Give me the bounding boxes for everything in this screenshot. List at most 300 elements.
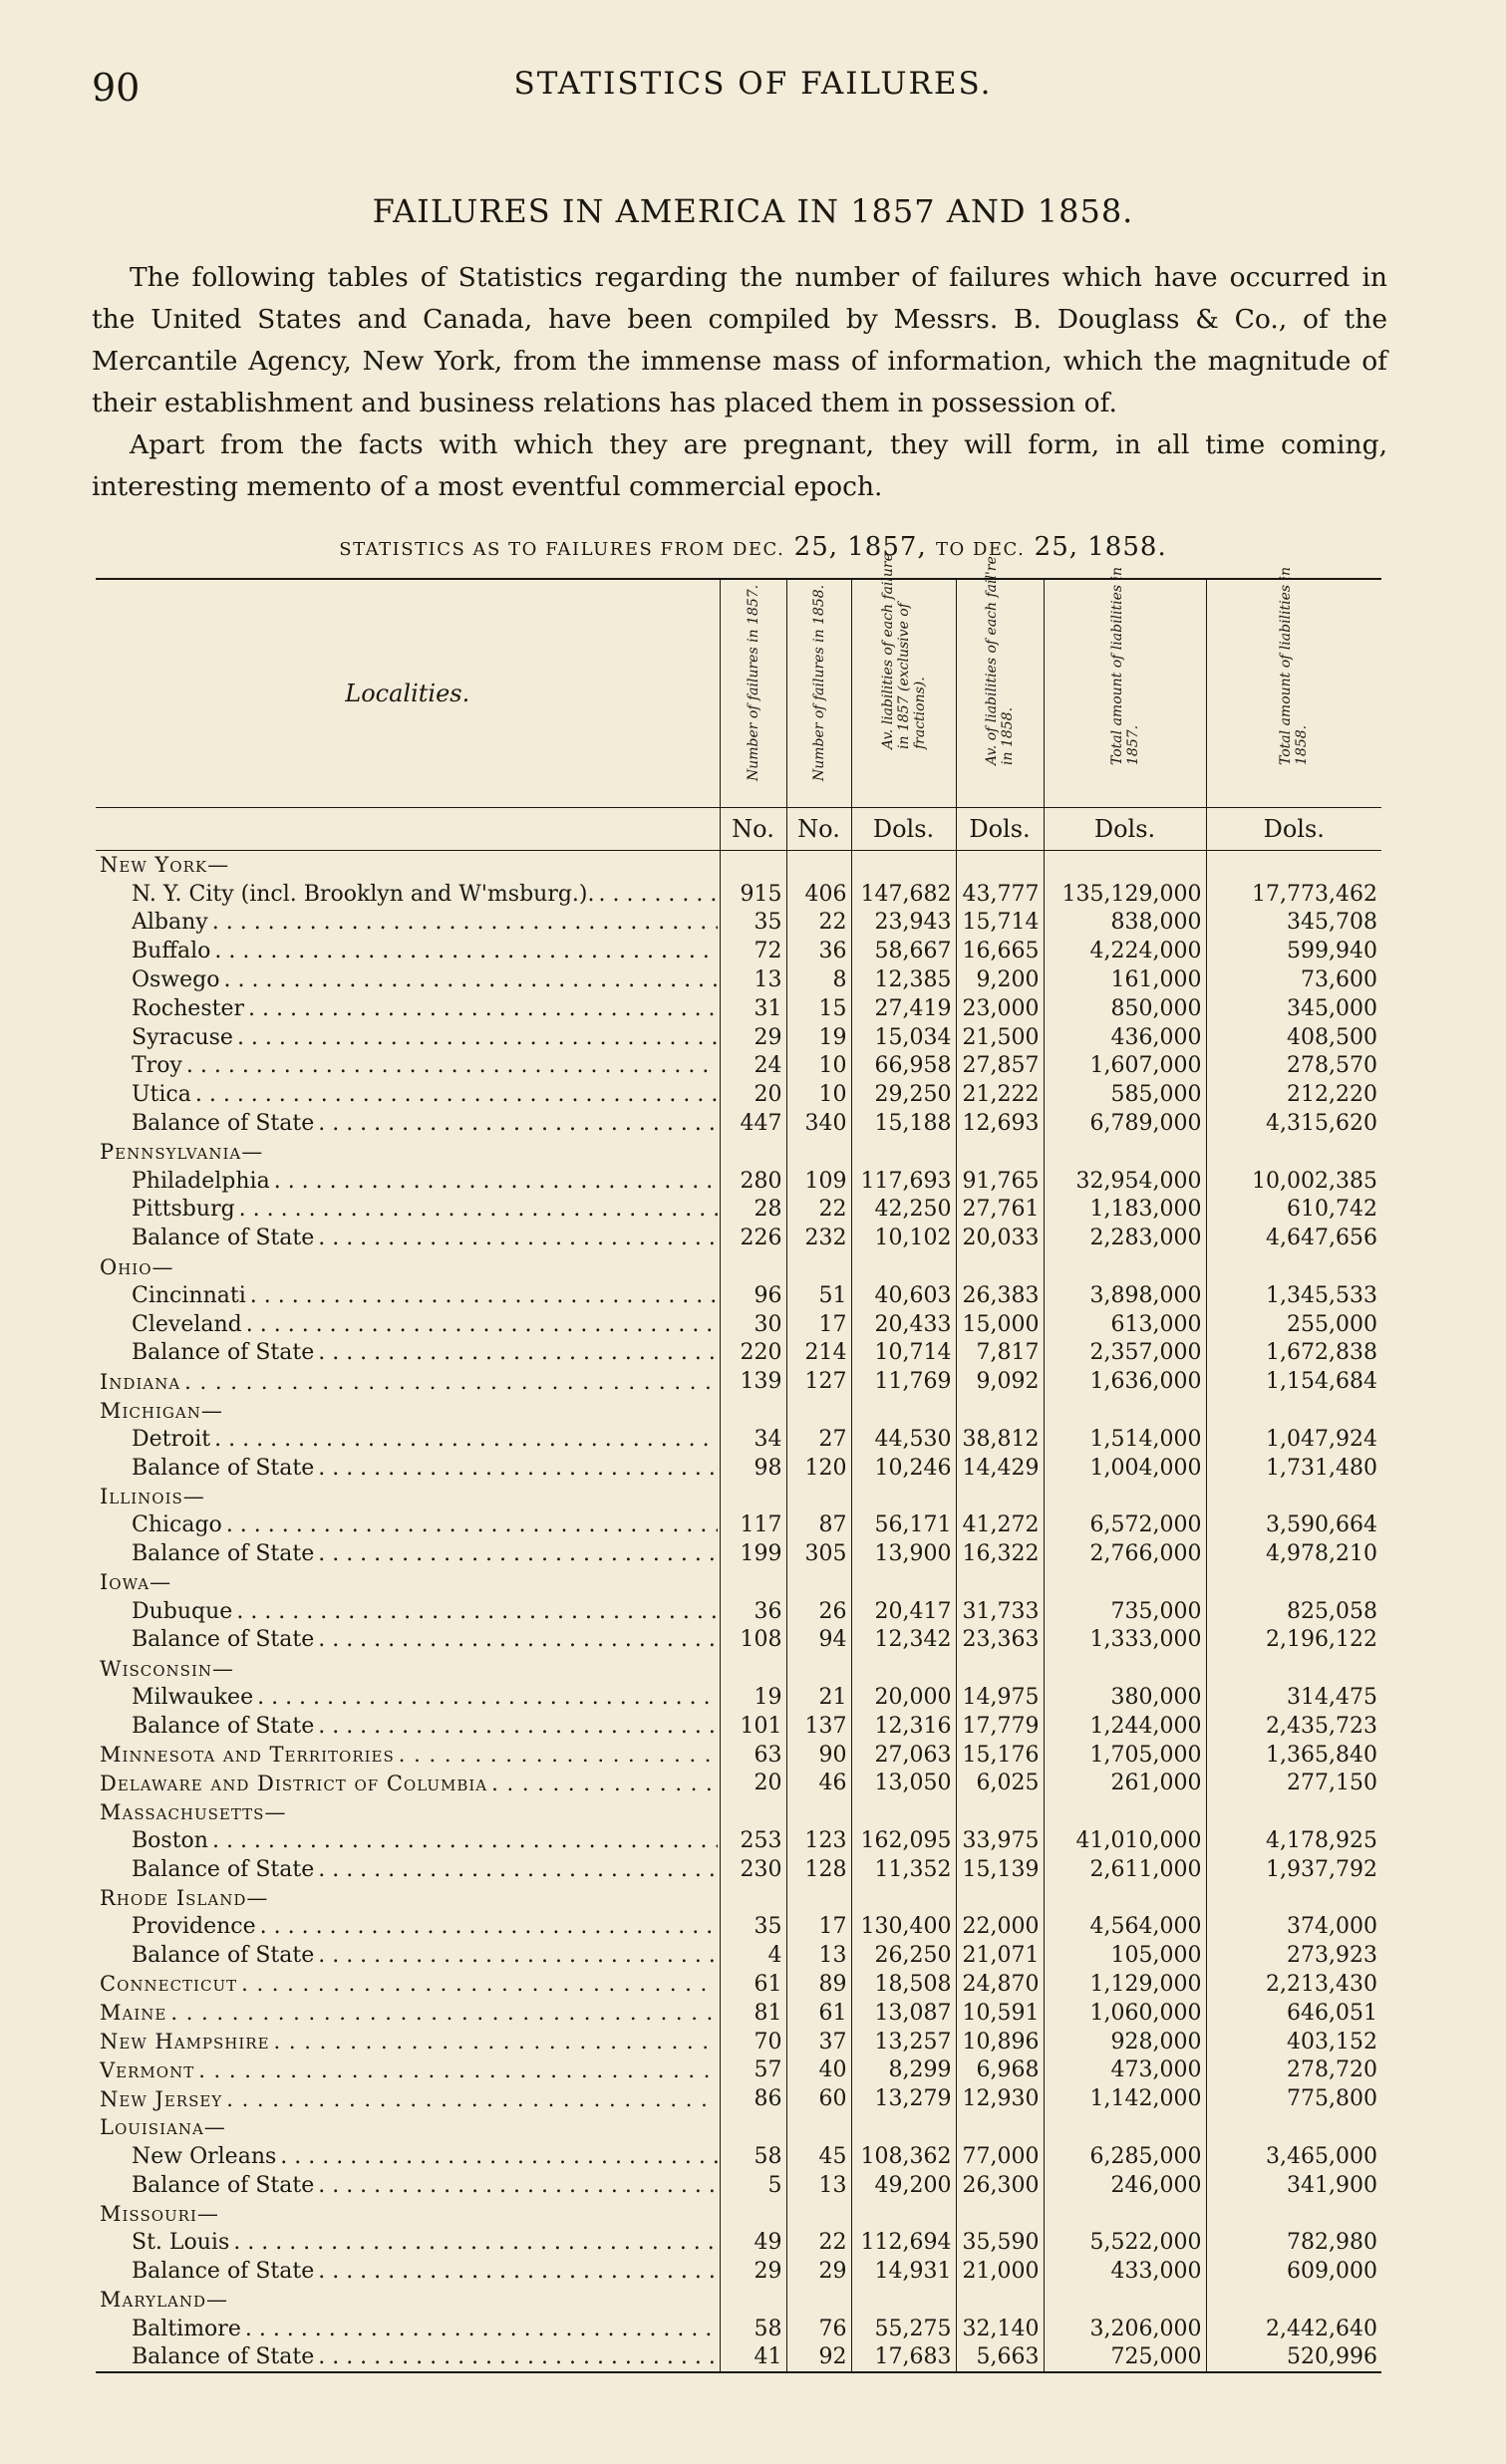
cell-col-2: 76 xyxy=(786,2315,851,2343)
locality-label: Balance of State xyxy=(132,2172,315,2198)
cell-col-3: 26,250 xyxy=(851,1941,956,1970)
caption-date-start: 25, 1857, xyxy=(793,532,927,562)
cell-col-5 xyxy=(1044,851,1206,880)
cell-col-2: 90 xyxy=(786,1741,851,1770)
leader-dots xyxy=(132,1082,718,1107)
cell-col-2: 13 xyxy=(786,1941,851,1970)
header-col-5 xyxy=(1044,566,1206,808)
cell-col-6: 646,051 xyxy=(1206,1999,1381,2028)
cell-col-5 xyxy=(1044,1884,1206,1913)
cell-col-3 xyxy=(851,1138,956,1167)
cell-col-5: 3,898,000 xyxy=(1044,1281,1206,1310)
cell-col-2: 22 xyxy=(786,1196,851,1225)
cell-col-2: 13 xyxy=(786,2171,851,2200)
cell-col-1: 86 xyxy=(720,2084,786,2113)
unit-col-1: No. xyxy=(720,808,786,851)
failures-table xyxy=(96,553,1381,2373)
table-row xyxy=(96,1770,1381,1798)
header-col-3 xyxy=(851,553,956,808)
caption-date-end: 25, 1858. xyxy=(1034,532,1167,562)
locality-label: Michigan— xyxy=(100,1398,223,1423)
cell-col-1 xyxy=(720,1252,786,1281)
table-row xyxy=(96,1741,1381,1770)
unit-col-5: Dols. xyxy=(1044,808,1206,851)
cell-col-2 xyxy=(786,2286,851,2315)
state-name xyxy=(96,2286,720,2315)
locality-label: N. Y. City (incl. Brooklyn and W'msburg.). xyxy=(132,881,595,907)
cell-col-4: 12,693 xyxy=(956,1109,1044,1138)
locality-name xyxy=(96,1539,720,1568)
locality-label: Connecticut xyxy=(100,1972,238,1997)
locality-label: Chicago xyxy=(132,1512,222,1538)
cell-col-4: 23,000 xyxy=(956,994,1044,1023)
cell-col-5: 1,514,000 xyxy=(1044,1425,1206,1454)
cell-col-5: 725,000 xyxy=(1044,2342,1206,2372)
cell-col-4 xyxy=(956,1568,1044,1597)
table-row xyxy=(96,1167,1381,1196)
cell-col-5: 613,000 xyxy=(1044,1310,1206,1339)
locality-name xyxy=(96,880,720,909)
locality-name xyxy=(96,2171,720,2200)
cell-col-3: 49,200 xyxy=(851,2171,956,2200)
cell-col-2 xyxy=(786,1797,851,1826)
cell-col-6: 520,996 xyxy=(1206,2342,1381,2372)
cell-col-4 xyxy=(956,851,1044,880)
cell-col-1: 35 xyxy=(720,1912,786,1941)
table-row xyxy=(96,2028,1381,2056)
cell-col-5: 585,000 xyxy=(1044,1080,1206,1109)
cell-col-2: 22 xyxy=(786,2228,851,2257)
cell-col-3 xyxy=(851,1252,956,1281)
locality-name xyxy=(96,1712,720,1741)
cell-col-1: 35 xyxy=(720,909,786,938)
cell-col-4 xyxy=(956,1884,1044,1913)
table-row xyxy=(96,1826,1381,1855)
cell-col-2: 26 xyxy=(786,1597,851,1626)
cell-col-5: 6,572,000 xyxy=(1044,1510,1206,1539)
cell-col-4: 38,812 xyxy=(956,1425,1044,1454)
cell-col-1: 61 xyxy=(720,1970,786,1999)
table-row xyxy=(96,1626,1381,1655)
cell-col-1 xyxy=(720,1483,786,1511)
table-row xyxy=(96,1941,1381,1970)
unit-col-6: Dols. xyxy=(1206,808,1381,851)
cell-col-1: 81 xyxy=(720,1999,786,2028)
state-name xyxy=(96,1741,720,1770)
cell-col-4: 21,222 xyxy=(956,1080,1044,1109)
locality-label: Balance of State xyxy=(132,1226,315,1251)
leader-dots xyxy=(132,1627,718,1652)
cell-col-6: 17,773,462 xyxy=(1206,880,1381,909)
cell-col-1: 36 xyxy=(720,1597,786,1626)
cell-col-4 xyxy=(956,1396,1044,1425)
locality-name xyxy=(96,1826,720,1855)
cell-col-1: 20 xyxy=(720,1770,786,1798)
locality-name xyxy=(96,1912,720,1941)
locality-label: Troy xyxy=(132,1053,182,1079)
cell-col-4: 77,000 xyxy=(956,2142,1044,2171)
table-row xyxy=(96,851,1381,880)
cell-col-5 xyxy=(1044,2286,1206,2315)
locality-name xyxy=(96,1023,720,1052)
locality-name xyxy=(96,1941,720,1970)
cell-col-4: 21,500 xyxy=(956,1023,1044,1052)
cell-col-3 xyxy=(851,1797,956,1826)
leader-dots xyxy=(132,2259,718,2284)
cell-col-5: 1,004,000 xyxy=(1044,1454,1206,1483)
cell-col-1: 58 xyxy=(720,2142,786,2171)
cell-col-3: 20,433 xyxy=(851,1310,956,1339)
state-name xyxy=(96,1999,720,2028)
cell-col-3: 23,943 xyxy=(851,909,956,938)
locality-name xyxy=(96,2228,720,2257)
cell-col-4: 27,857 xyxy=(956,1052,1044,1081)
leader-dots xyxy=(132,2317,718,2341)
cell-col-1 xyxy=(720,1884,786,1913)
table-row xyxy=(96,1568,1381,1597)
table-row xyxy=(96,1483,1381,1511)
leader-dots xyxy=(132,1053,718,1078)
cell-col-5: 1,636,000 xyxy=(1044,1367,1206,1396)
cell-col-4 xyxy=(956,1483,1044,1511)
locality-name xyxy=(96,1683,720,1712)
leader-dots xyxy=(100,1743,718,1767)
page-title: FAILURES IN AMERICA IN 1857 AND 1858. xyxy=(372,192,1134,230)
cell-col-6: 1,154,684 xyxy=(1206,1367,1381,1396)
table-row xyxy=(96,1597,1381,1626)
cell-col-4: 10,896 xyxy=(956,2028,1044,2056)
cell-col-2: 123 xyxy=(786,1826,851,1855)
cell-col-3: 10,714 xyxy=(851,1339,956,1368)
cell-col-3: 10,246 xyxy=(851,1454,956,1483)
cell-col-6: 408,500 xyxy=(1206,1023,1381,1052)
cell-col-4: 21,071 xyxy=(956,1941,1044,1970)
cell-col-6 xyxy=(1206,1138,1381,1167)
table-row xyxy=(96,2084,1381,2113)
leader-dots xyxy=(100,2058,718,2082)
state-name xyxy=(96,1483,720,1511)
cell-col-6: 345,000 xyxy=(1206,994,1381,1023)
leader-dots xyxy=(132,1599,718,1624)
cell-col-5: 1,129,000 xyxy=(1044,1970,1206,1999)
leader-dots xyxy=(132,1714,718,1739)
cell-col-2: 17 xyxy=(786,1912,851,1941)
leader-dots xyxy=(132,1456,718,1481)
locality-label: Providence xyxy=(132,1914,256,1940)
cell-col-4: 9,200 xyxy=(956,965,1044,994)
table-row xyxy=(96,2171,1381,2200)
cell-col-1: 72 xyxy=(720,937,786,965)
locality-name xyxy=(96,909,720,938)
table-row xyxy=(96,965,1381,994)
cell-col-6 xyxy=(1206,1252,1381,1281)
cell-col-3: 13,050 xyxy=(851,1770,956,1798)
cell-col-5: 4,224,000 xyxy=(1044,937,1206,965)
table-row xyxy=(96,1339,1381,1368)
locality-name xyxy=(96,1626,720,1655)
cell-col-2: 137 xyxy=(786,1712,851,1741)
locality-label: Cleveland xyxy=(132,1311,242,1337)
leader-dots xyxy=(132,910,718,935)
unit-blank xyxy=(96,808,720,851)
cell-col-2: 128 xyxy=(786,1855,851,1884)
leader-dots xyxy=(132,996,718,1021)
leader-dots xyxy=(132,1025,718,1050)
cell-col-6: 255,000 xyxy=(1206,1310,1381,1339)
locality-name xyxy=(96,1425,720,1454)
cell-col-2: 22 xyxy=(786,909,851,938)
cell-col-1: 13 xyxy=(720,965,786,994)
cell-col-5: 261,000 xyxy=(1044,1770,1206,1798)
caption-to: TO DEC. xyxy=(935,539,1026,560)
cell-col-5: 1,244,000 xyxy=(1044,1712,1206,1741)
cell-col-1: 58 xyxy=(720,2315,786,2343)
table-row xyxy=(96,1797,1381,1826)
cell-col-6: 341,900 xyxy=(1206,2171,1381,2200)
cell-col-1: 108 xyxy=(720,1626,786,1655)
cell-col-3: 13,900 xyxy=(851,1539,956,1568)
cell-col-3: 55,275 xyxy=(851,2315,956,2343)
cell-col-3 xyxy=(851,1396,956,1425)
cell-col-3: 12,342 xyxy=(851,1626,956,1655)
leader-dots xyxy=(132,2344,718,2369)
cell-col-5 xyxy=(1044,1396,1206,1425)
cell-col-3 xyxy=(851,1884,956,1913)
cell-col-4: 16,322 xyxy=(956,1539,1044,1568)
cell-col-1: 5 xyxy=(720,2171,786,2200)
cell-col-3: 117,693 xyxy=(851,1167,956,1196)
state-name xyxy=(96,1797,720,1826)
cell-col-3 xyxy=(851,2286,956,2315)
locality-label: Maryland— xyxy=(100,2288,229,2313)
cell-col-3: 108,362 xyxy=(851,2142,956,2171)
state-name xyxy=(96,1367,720,1396)
table-row xyxy=(96,1396,1381,1425)
cell-col-2: 406 xyxy=(786,880,851,909)
cell-col-4: 15,714 xyxy=(956,909,1044,938)
cell-col-6 xyxy=(1206,1654,1381,1683)
cell-col-5: 135,129,000 xyxy=(1044,880,1206,909)
cell-col-4: 35,590 xyxy=(956,2228,1044,2257)
locality-label: New Orleans xyxy=(132,2143,277,2169)
cell-col-4: 10,591 xyxy=(956,1999,1044,2028)
cell-col-4 xyxy=(956,1797,1044,1826)
cell-col-2 xyxy=(786,2113,851,2142)
cell-col-6: 3,465,000 xyxy=(1206,2142,1381,2171)
locality-label: Albany xyxy=(132,910,208,936)
table-row xyxy=(96,1023,1381,1052)
cell-col-5 xyxy=(1044,1797,1206,1826)
cell-col-6: 4,978,210 xyxy=(1206,1539,1381,1568)
cell-col-3: 56,171 xyxy=(851,1510,956,1539)
cell-col-2: 45 xyxy=(786,2142,851,2171)
cell-col-1 xyxy=(720,1797,786,1826)
cell-col-6: 775,800 xyxy=(1206,2084,1381,2113)
cell-col-6: 1,345,533 xyxy=(1206,1281,1381,1310)
cell-col-3: 10,102 xyxy=(851,1224,956,1252)
leader-dots xyxy=(132,2144,718,2169)
cell-col-3: 8,299 xyxy=(851,2055,956,2084)
state-name xyxy=(96,1396,720,1425)
locality-label: Balance of State xyxy=(132,1627,315,1653)
header-col-6 xyxy=(1206,566,1381,808)
table-body xyxy=(96,851,1381,2373)
cell-col-2: 46 xyxy=(786,1770,851,1798)
cell-col-1: 226 xyxy=(720,1224,786,1252)
cell-col-4: 26,300 xyxy=(956,2171,1044,2200)
cell-col-1: 280 xyxy=(720,1167,786,1196)
cell-col-5: 161,000 xyxy=(1044,965,1206,994)
table-row xyxy=(96,2199,1381,2228)
leader-dots xyxy=(100,2030,718,2053)
header-col-3-label: Av. liabilities of each failure in 1857 (exclusive of fractions). xyxy=(879,553,928,749)
cell-col-2: 89 xyxy=(786,1970,851,1999)
cell-col-2: 127 xyxy=(786,1367,851,1396)
table-row xyxy=(96,1138,1381,1167)
cell-col-6 xyxy=(1206,1483,1381,1511)
cell-col-6: 10,002,385 xyxy=(1206,1167,1381,1196)
cell-col-5: 246,000 xyxy=(1044,2171,1206,2200)
cell-col-1 xyxy=(720,1396,786,1425)
leader-dots xyxy=(100,1370,718,1394)
state-name xyxy=(96,1884,720,1913)
table-row xyxy=(96,1454,1381,1483)
cell-col-2: 61 xyxy=(786,1999,851,2028)
cell-col-6: 609,000 xyxy=(1206,2257,1381,2286)
cell-col-4: 16,665 xyxy=(956,937,1044,965)
table-row xyxy=(96,1425,1381,1454)
header-col-4 xyxy=(956,556,1044,808)
table-row xyxy=(96,1970,1381,1999)
cell-col-5: 928,000 xyxy=(1044,2028,1206,2056)
locality-name xyxy=(96,2315,720,2343)
leader-dots xyxy=(132,1226,718,1250)
cell-col-3 xyxy=(851,851,956,880)
cell-col-4: 26,383 xyxy=(956,1281,1044,1310)
leader-dots xyxy=(132,1111,718,1136)
cell-col-2 xyxy=(786,1252,851,1281)
table-row xyxy=(96,2055,1381,2084)
cell-col-2: 340 xyxy=(786,1109,851,1138)
table-row xyxy=(96,2342,1381,2372)
table-row xyxy=(96,1855,1381,1884)
cell-col-3: 14,931 xyxy=(851,2257,956,2286)
cell-col-1: 29 xyxy=(720,1023,786,1052)
cell-col-6 xyxy=(1206,1884,1381,1913)
state-name xyxy=(96,2199,720,2228)
table-row xyxy=(96,2257,1381,2286)
cell-col-5: 1,705,000 xyxy=(1044,1741,1206,1770)
state-name xyxy=(96,1970,720,1999)
cell-col-4: 21,000 xyxy=(956,2257,1044,2286)
cell-col-1: 34 xyxy=(720,1425,786,1454)
table-row xyxy=(96,1252,1381,1281)
state-name xyxy=(96,1252,720,1281)
cell-col-4: 41,272 xyxy=(956,1510,1044,1539)
cell-col-4 xyxy=(956,1138,1044,1167)
cell-col-5: 6,789,000 xyxy=(1044,1109,1206,1138)
cell-col-4: 6,025 xyxy=(956,1770,1044,1798)
cell-col-1: 101 xyxy=(720,1712,786,1741)
cell-col-3: 13,087 xyxy=(851,1999,956,2028)
cell-col-4: 6,968 xyxy=(956,2055,1044,2084)
table-row xyxy=(96,1080,1381,1109)
cell-col-4: 33,975 xyxy=(956,1826,1044,1855)
cell-col-4: 15,000 xyxy=(956,1310,1044,1339)
cell-col-5: 41,010,000 xyxy=(1044,1826,1206,1855)
locality-name xyxy=(96,1224,720,1252)
cell-col-1: 30 xyxy=(720,1310,786,1339)
locality-name xyxy=(96,965,720,994)
header-localities: Localities. xyxy=(345,680,470,707)
cell-col-6: 212,220 xyxy=(1206,1080,1381,1109)
cell-col-2: 19 xyxy=(786,1023,851,1052)
header-col-2 xyxy=(786,579,851,808)
cell-col-2: 10 xyxy=(786,1080,851,1109)
header-col-2-label: Number of failures in 1858. xyxy=(810,584,827,781)
cell-col-4: 14,429 xyxy=(956,1454,1044,1483)
cell-col-5 xyxy=(1044,2199,1206,2228)
cell-col-1 xyxy=(720,1138,786,1167)
cell-col-3 xyxy=(851,2199,956,2228)
cell-col-4: 24,870 xyxy=(956,1970,1044,1999)
cell-col-5: 473,000 xyxy=(1044,2055,1206,2084)
cell-col-1: 139 xyxy=(720,1367,786,1396)
cell-col-2: 232 xyxy=(786,1224,851,1252)
cell-col-6 xyxy=(1206,1568,1381,1597)
table-row xyxy=(96,1912,1381,1941)
cell-col-3: 18,508 xyxy=(851,1970,956,1999)
cell-col-2: 51 xyxy=(786,1281,851,1310)
intro-paragraph-1: The following tables of Statistics regarding the number of failures which have occurred in the United States and Canada, have been compiled by Messrs. B. Douglass & Co., of the Mercantile Agency, New York, from the immense mass of information, which the magnitude of their establishment and business relations has placed them in possession of. xyxy=(92,262,1387,418)
cell-col-4: 20,033 xyxy=(956,1224,1044,1252)
cell-col-2: 27 xyxy=(786,1425,851,1454)
leader-dots xyxy=(132,1943,718,1968)
cell-col-5: 850,000 xyxy=(1044,994,1206,1023)
leader-dots xyxy=(132,967,718,992)
leader-dots xyxy=(132,1427,718,1452)
locality-name xyxy=(96,994,720,1023)
cell-col-4 xyxy=(956,1252,1044,1281)
cell-col-4 xyxy=(956,2113,1044,2142)
cell-col-6 xyxy=(1206,2286,1381,2315)
cell-col-6: 345,708 xyxy=(1206,909,1381,938)
cell-col-4: 15,139 xyxy=(956,1855,1044,1884)
table-row xyxy=(96,2315,1381,2343)
locality-label: Pennsylvania— xyxy=(100,1140,264,1165)
locality-label: Balance of State xyxy=(132,1340,315,1366)
cell-col-2: 21 xyxy=(786,1683,851,1712)
table-row xyxy=(96,1367,1381,1396)
cell-col-3: 13,257 xyxy=(851,2028,956,2056)
cell-col-2: 94 xyxy=(786,1626,851,1655)
leader-dots xyxy=(100,2001,718,2025)
leader-dots xyxy=(132,1512,718,1537)
cell-col-2: 60 xyxy=(786,2084,851,2113)
cell-col-3: 162,095 xyxy=(851,1826,956,1855)
state-name xyxy=(96,1138,720,1167)
cell-col-4: 7,817 xyxy=(956,1339,1044,1368)
cell-col-1: 28 xyxy=(720,1196,786,1225)
locality-label: Balance of State xyxy=(132,2344,315,2370)
locality-label: Pittsburg xyxy=(132,1197,235,1223)
cell-col-3: 66,958 xyxy=(851,1052,956,1081)
cell-col-6: 278,720 xyxy=(1206,2055,1381,2084)
cell-col-3: 27,063 xyxy=(851,1741,956,1770)
cell-col-6: 374,000 xyxy=(1206,1912,1381,1941)
cell-col-1 xyxy=(720,851,786,880)
cell-col-5 xyxy=(1044,1138,1206,1167)
